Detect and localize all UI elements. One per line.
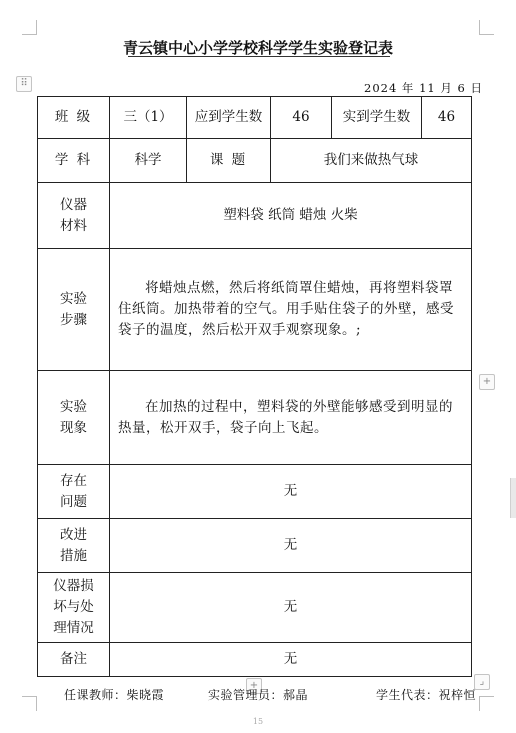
damage-label-line2: 坏与处: [53, 599, 94, 615]
plus-icon[interactable]: +: [479, 374, 495, 390]
damage-value[interactable]: 无: [110, 573, 472, 643]
improvements-label-line2: 措施: [60, 547, 87, 564]
title-underline: [128, 56, 390, 57]
phenomenon-label-line2: 现象: [60, 419, 87, 436]
resize-icon[interactable]: ⌟: [474, 674, 490, 690]
steps-label: [38, 249, 110, 371]
phenomenon-label: [38, 371, 110, 465]
table-row-damage: [38, 573, 472, 643]
crop-mark-top-right: [479, 20, 494, 35]
topic-value[interactable]: 我们来做热气球: [271, 139, 472, 183]
materials-label: [38, 183, 110, 249]
steps-value[interactable]: [110, 249, 472, 371]
topic-label: 课 题: [187, 139, 271, 183]
class-value[interactable]: 三（1）: [110, 97, 187, 139]
improvements-label: [38, 519, 110, 573]
table-row-remarks: [38, 643, 472, 677]
steps-text: 将蜡烛点燃，然后将纸筒罩住蜡烛，再将塑料袋罩住纸筒。加热带着的空气。用手贴住袋子的外壁，感受袋子的温度，然后松开双手观察现象。;: [118, 280, 454, 338]
table-row-improvements: [38, 519, 472, 573]
class-label: 班 级: [38, 97, 110, 139]
table-row-subject: [38, 139, 472, 183]
actual-students-label: 实到学生数: [332, 97, 422, 139]
subject-label: 学 科: [38, 139, 110, 183]
table-row-materials: [38, 183, 472, 249]
steps-label-line1: 实验: [60, 290, 87, 307]
student-rep-signature: 学生代表：祝梓恒: [376, 688, 477, 702]
expected-students-value[interactable]: 46: [271, 97, 332, 139]
remarks-label: 备注: [38, 643, 110, 677]
actual-students-value[interactable]: 46: [422, 97, 472, 139]
document-title: 青云镇中心小学学校科学学生实验登记表: [122, 39, 393, 57]
steps-label-line2: 步骤: [60, 311, 87, 328]
experiment-register-table: [37, 96, 472, 677]
table-row-problems: [38, 465, 472, 519]
page-number: 15: [252, 717, 264, 726]
problems-label: [38, 465, 110, 519]
damage-label: [38, 573, 110, 643]
problems-value[interactable]: 无: [110, 465, 472, 519]
materials-value[interactable]: 塑料袋 纸筒 蜡烛 火柴: [110, 183, 472, 249]
crop-mark-bottom-left: [22, 696, 37, 711]
plus-icon[interactable]: +: [246, 678, 262, 694]
phenomenon-label-line1: 实验: [60, 398, 87, 415]
improvements-label-line1: 改进: [60, 526, 87, 543]
teacher-signature: 任课教师：柴晓霞: [64, 688, 165, 702]
phenomenon-text: 在加热的过程中，塑料袋的外壁能够感受到明显的热量，松开双手，袋子向上飞起。: [118, 398, 453, 436]
table-row-class: [38, 97, 472, 139]
crop-mark-bottom-right: [479, 696, 494, 711]
move-handle-icon[interactable]: ⠿: [16, 76, 32, 92]
table-row-steps: [38, 249, 472, 371]
phenomenon-value[interactable]: [110, 371, 472, 465]
materials-label-line2: 材料: [60, 217, 87, 234]
problems-label-line2: 问题: [60, 493, 87, 510]
side-panel-tab[interactable]: [510, 478, 516, 518]
improvements-value[interactable]: 无: [110, 519, 472, 573]
lab-manager-signature: 实验管理员：郝晶: [208, 688, 309, 702]
damage-label-line3: 理情况: [53, 620, 94, 636]
materials-label-line1: 仪器: [60, 196, 87, 213]
damage-label-line1: 仪器损: [53, 578, 94, 594]
expected-students-label: 应到学生数: [187, 97, 271, 139]
remarks-value[interactable]: 无: [110, 643, 472, 677]
problems-label-line1: 存在: [60, 472, 87, 489]
subject-value[interactable]: 科学: [110, 139, 187, 183]
report-date: 2024 年 11 月 6 日: [364, 81, 483, 95]
table-row-phenomenon: [38, 371, 472, 465]
crop-mark-top-left: [22, 20, 37, 35]
